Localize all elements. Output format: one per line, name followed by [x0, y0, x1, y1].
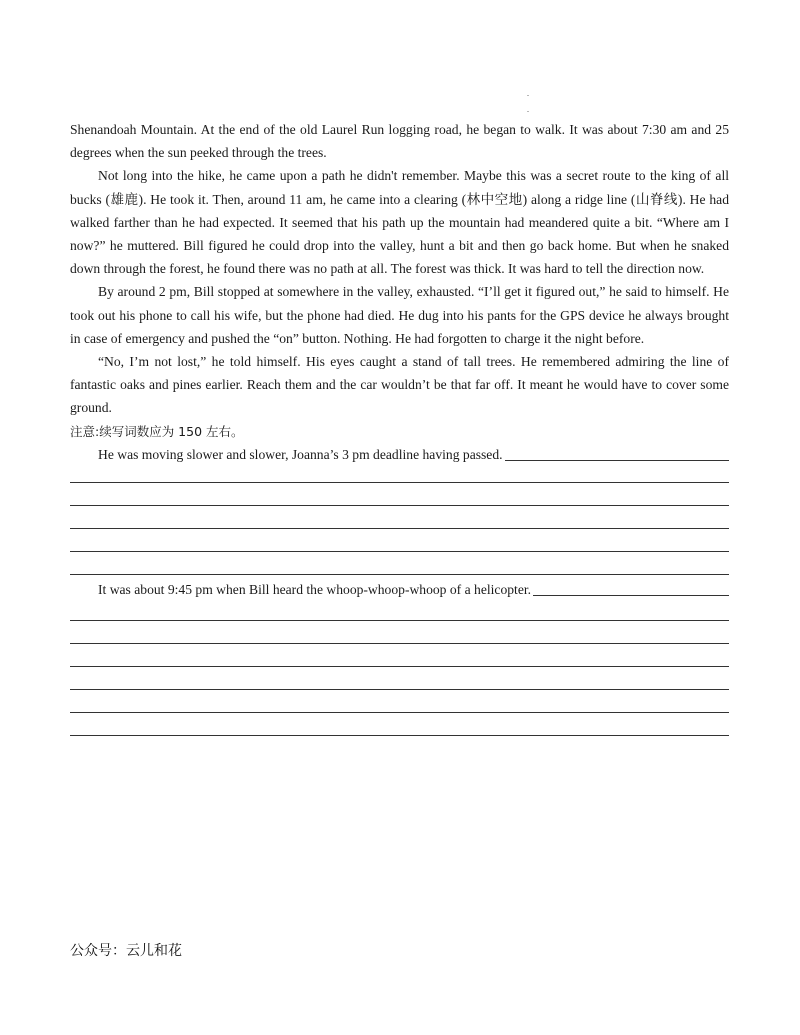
- writing-line[interactable]: [70, 666, 729, 667]
- writing-line[interactable]: [70, 528, 729, 529]
- writing-line[interactable]: [70, 620, 729, 621]
- passage: [70, 118, 729, 466]
- prompt-2-blank[interactable]: [533, 595, 729, 596]
- writing-line[interactable]: [70, 712, 729, 713]
- paragraph-1: Shenandoah Mountain. At the end of the old Laurel Run logging road, he began to walk. It was about 7:30 am and 25 degrees when the sun peeked through the trees.: [70, 122, 729, 161]
- paragraph-3: By around 2 pm, Bill stopped at somewhere in the valley, exhausted. “I’ll get it figured out,” he said to himself. He took out his phone to call his wife, but the phone had died. He dug into his pants for the GPS device he always brought in case of emergency and pushed the “on” button. Nothing. He had forgotten to charge it the night before.: [70, 284, 729, 346]
- writing-line[interactable]: [70, 735, 729, 736]
- writing-line[interactable]: [70, 643, 729, 644]
- writing-line[interactable]: [70, 574, 729, 575]
- prompt-1-text: He was moving slower and slower, Joanna’s 3 pm deadline having passed.: [98, 446, 503, 462]
- second-prompt-block: [70, 578, 729, 601]
- paragraph-2: Not long into the hike, he came upon a path he didn't remember. Maybe this was a secret route to the king of all bucks (雄鹿). He took it. Then, around 11 am, he came into a clearing (林中空地) along a ridge line (山脊线). He had walked farther than he had expected. It seemed that his path up the mountain had meandered quite a bit. “Where am I now?” he muttered. Bill figured he could drop into the valley, hunt a bit and then go back home. But when he snaked down through the forest, he found there was no path at all. The forest was thick. It was hard to tell the direction now.: [70, 168, 729, 277]
- writing-line[interactable]: [70, 505, 729, 506]
- word-count-note: 注意:续写词数应为 150 左右。: [70, 423, 244, 439]
- prompt-1-blank[interactable]: [505, 460, 729, 461]
- continuation-prompt-1: [70, 443, 729, 466]
- writing-line[interactable]: [70, 551, 729, 552]
- writing-line[interactable]: [70, 689, 729, 690]
- header-dots: . .: [527, 89, 529, 114]
- writing-line[interactable]: [70, 482, 729, 483]
- continuation-prompt-2: [70, 578, 729, 601]
- prompt-2-text: It was about 9:45 pm when Bill heard the whoop-whoop-whoop of a helicopter.: [98, 581, 532, 597]
- footer-watermark: 公众号：云儿和花: [70, 943, 182, 959]
- paragraph-4: “No, I’m not lost,” he told himself. His eyes caught a stand of tall trees. He remembered admiring the line of fantastic oaks and pines earlier. Reach them and the car wouldn’t be that far off. It meant he would have to cover some ground.: [70, 354, 729, 416]
